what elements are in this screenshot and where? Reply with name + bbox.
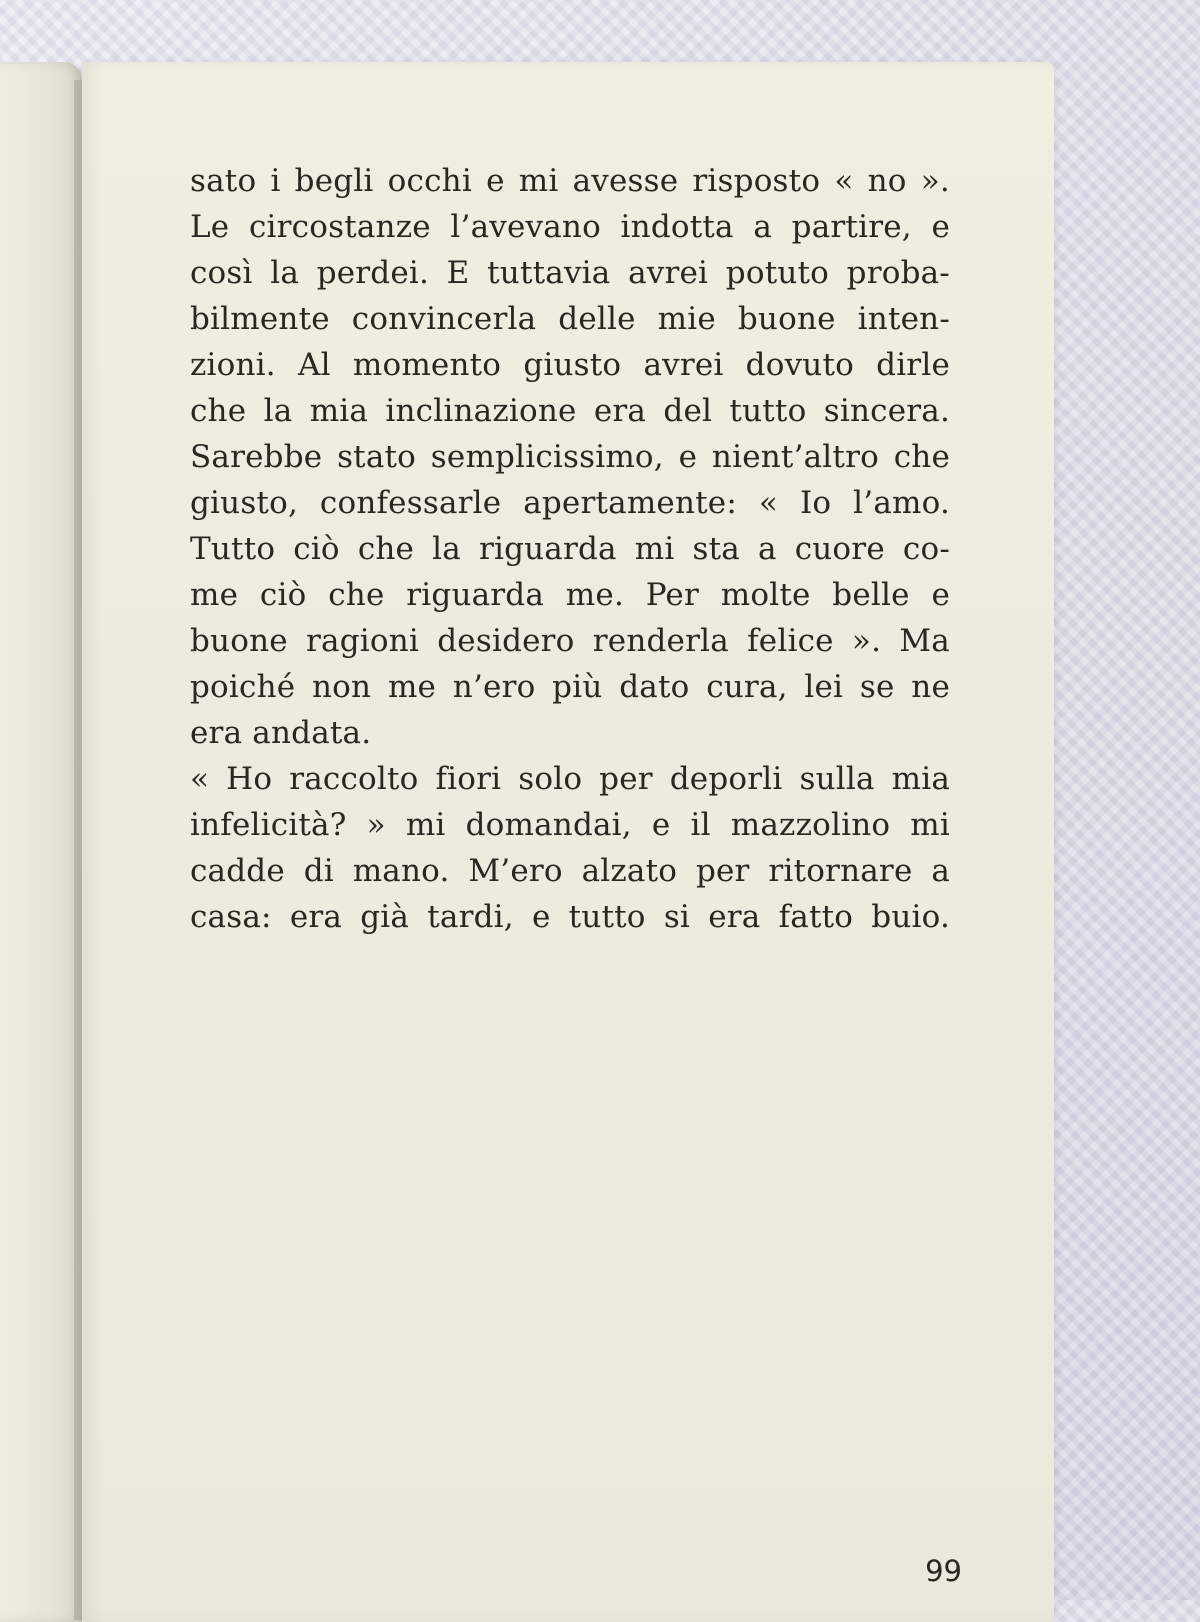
text-line: infelicità? » mi domandai, e il mazzolino mi [190,807,950,843]
text-line: che la mia inclinazione era del tutto sincera. [190,393,950,429]
text-line: Sarebbe stato semplicissimo, e nient’altro che [190,439,950,475]
text-line: Tutto ciò che la riguarda mi sta a cuore co- [190,531,950,567]
text-line: sato i begli occhi e mi avesse risposto « no ». [190,163,950,199]
text-line: era andata. [190,715,372,751]
text-line: poiché non me n’ero più dato cura, lei se ne [190,669,950,705]
text-line: buone ragioni desidero renderla felice ». Ma [190,623,950,659]
text-line: cadde di mano. M’ero alzato per ritornare a [190,853,950,889]
left-page-edge [0,62,82,1622]
text-line: giusto, confessarle apertamente: « Io l’amo. [190,485,950,521]
text-line: me ciò che riguarda me. Per molte belle e [190,577,950,613]
page-number: 99 [925,1554,962,1588]
text-line: casa: era già tardi, e tutto si era fatto buio. [190,899,950,935]
text-line: Le circostanze l’avevano indotta a partire, e [190,209,950,245]
text-line: così la perdei. E tuttavia avrei potuto proba- [190,255,950,291]
book-page [82,62,1054,1622]
text-line: zioni. Al momento giusto avrei dovuto dirle [190,347,950,383]
text-line: bilmente convincerla delle mie buone inten- [190,301,950,337]
text-line: « Ho raccolto fiori solo per deporli sulla mia [190,761,950,797]
page-text-block [190,158,950,940]
